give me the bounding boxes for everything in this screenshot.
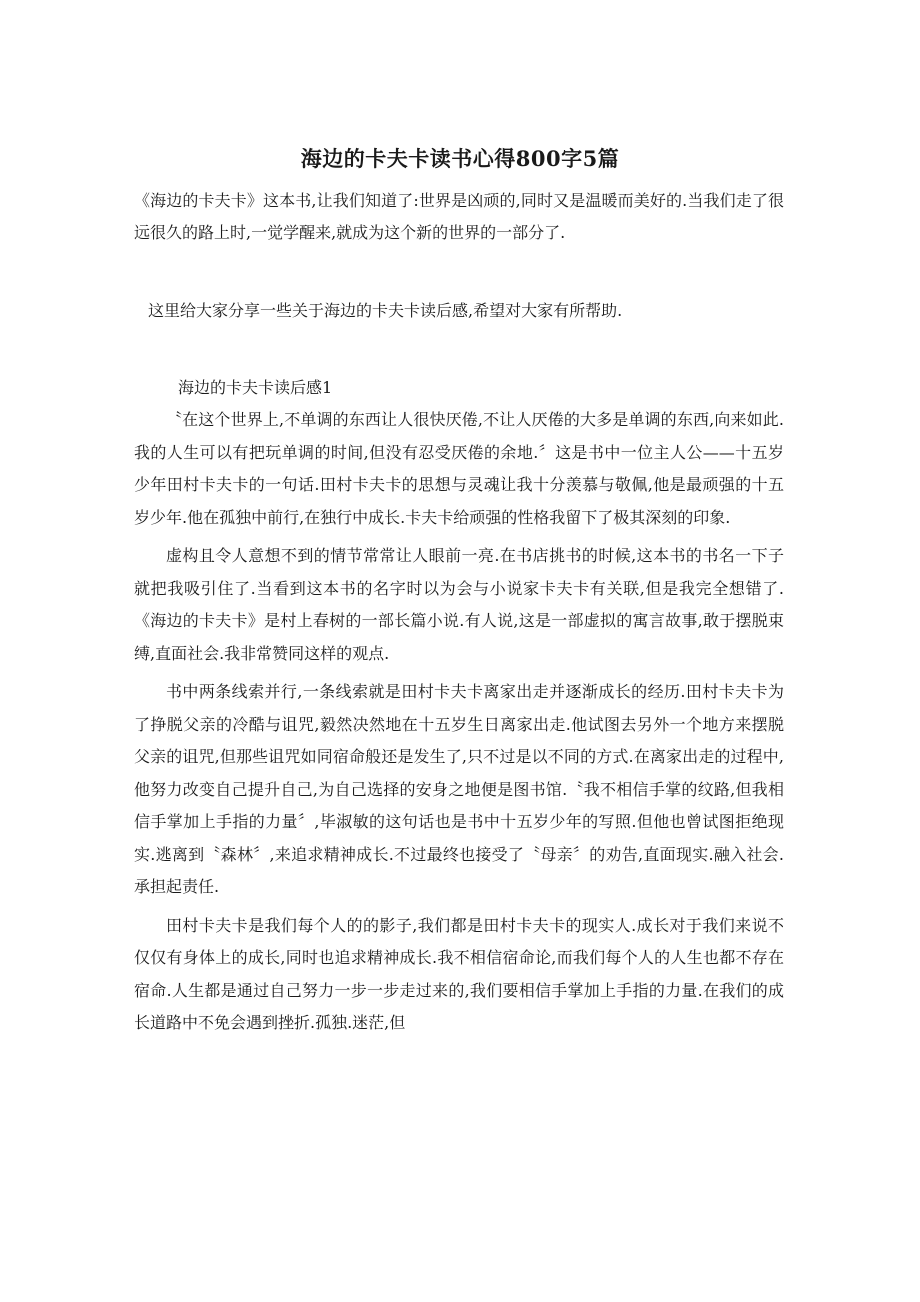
body-text	[134, 404, 784, 1046]
section-heading: 海边的卡夫卡读后感1	[178, 378, 333, 397]
share-paragraph: 这里给大家分享一些关于海边的卡夫卡读后感,希望对大家有所帮助.	[148, 301, 623, 320]
intro-paragraph: 《海边的卡夫卡》这本书,让我们知道了:世界是凶顽的,同时又是温暖而美好的.当我们走了很远很久的路上时,一觉学醒来,就成为这个新的世界的一部分了.	[134, 191, 784, 242]
body-paragraph: 〝在这个世界上,不单调的东西让人很快厌倦,不让人厌倦的大多是单调的东西,向来如此.我的人生可以有把玩单调的时间,但没有忍受厌倦的余地.〞这是书中一位主人公——十五岁少年田村卡夫卡的一句话.田村卡夫卡的思想与灵魂让我十分羡慕与敬佩,他是最顽强的十五岁少年.他在孤独中前行,在独行中成长.卡夫卡给顽强的性格我留下了极其深刻的印象.	[134, 410, 784, 527]
page-title: 海边的卡夫卡读书心得800字5篇	[300, 146, 620, 171]
body-paragraph: 虚构且令人意想不到的情节常常让人眼前一亮.在书店挑书的时候,这本书的书名一下子就把我吸引住了.当看到这本书的名字时以为会与小说家卡夫卡有关联,但是我完全想错了.《海边的卡夫卡》是村上春树的一部长篇小说.有人说,这是一部虚拟的寓言故事,敢于摆脱束缚,直面社会.我非常赞同这样的观点.	[134, 546, 784, 663]
body-paragraph: 田村卡夫卡是我们每个人的的影子,我们都是田村卡夫卡的现实人.成长对于我们来说不仅仅有身体上的成长,同时也追求精神成长.我不相信宿命论,而我们每个人的人生也都不存在宿命.人生都是通过自己努力一步一步走过来的,我们要相信手掌加上手指的力量.在我们的成长道路中不免会遇到挫折.孤独.迷茫,但	[134, 915, 784, 1032]
body-paragraph: 书中两条线索并行,一条线索就是田村卡夫卡离家出走并逐渐成长的经历.田村卡夫卡为了挣脱父亲的冷酷与诅咒,毅然决然地在十五岁生日离家出走.他试图去另外一个地方来摆脱父亲的诅咒,但那些诅咒如同宿命般还是发生了,只不过是以不同的方式.在离家出走的过程中,他努力改变自己提升自己,为自己选择的安身之地便是图书馆.〝我不相信手掌的纹路,但我相信手掌加上手指的力量〞,毕淑敏的这句话也是书中十五岁少年的写照.但他也曾试图拒绝现实.逃离到〝森林〞,来追求精神成长.不过最终也接受了〝母亲〞的劝告,直面现实.融入社会.承担起责任.	[134, 682, 784, 896]
